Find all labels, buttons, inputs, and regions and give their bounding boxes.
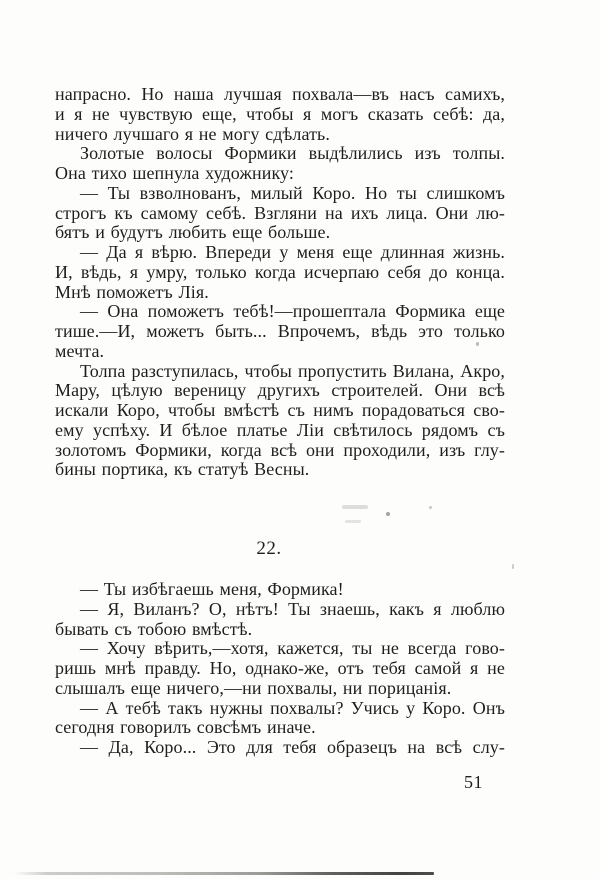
paragraph xyxy=(55,184,505,243)
text-line: искали Коро, чтобы вмѣстѣ съ нимъ порадоваться сво- xyxy=(55,400,505,420)
text-block xyxy=(55,85,505,758)
scan-speck xyxy=(345,520,361,523)
text-line: — Хочу вѣрить,—хотя, кажется, ты не всегда гово- xyxy=(80,638,505,659)
paragraph xyxy=(55,600,505,640)
text-line: ничего лучшаго я не могу сдѣлать. xyxy=(55,123,330,144)
text-line: тише.—И, можетъ быть... Впрочемъ, вѣдь это только xyxy=(55,321,505,341)
text-line: — Да я вѣрю. Впереди у меня еще длинная жизнь. xyxy=(80,242,505,262)
text-line: напрасно. Но наша лучшая похвала—въ насъ самихъ, xyxy=(55,84,505,104)
text-line: бины портика, къ статуѣ Весны. xyxy=(55,459,310,480)
paragraph xyxy=(55,639,505,698)
scan-speck xyxy=(342,505,368,509)
text-line: — Ты взволнованъ, милый Коро. Но ты слишкомъ xyxy=(80,182,505,203)
text-line: слышалъ еще ничего,—ни похвалы, ни порицанія. xyxy=(55,677,452,698)
text-line: бятъ и будутъ любить еще больше. xyxy=(55,222,331,243)
text-line: И, вѣдь, я умру, только когда исчерпаю себя до конца. xyxy=(55,261,505,282)
text-line: бывать съ тобою вмѣстѣ. xyxy=(55,618,253,639)
text-line: сегодня говорилъ совсѣмъ иначе. xyxy=(55,717,316,738)
text-line: Она тихо шепнула художнику: xyxy=(55,163,295,183)
text-line: — Да, Коро... Это для тебя образецъ на всѣ слу- xyxy=(80,737,505,757)
text-line: золотомъ Формики, когда всѣ они проходили, изъ глу- xyxy=(55,439,505,460)
text-line: Мару, цѣлую вереницу другихъ строителей. Они всѣ xyxy=(55,380,505,401)
paragraph xyxy=(55,580,505,600)
text-line: ришь мнѣ правду. Но, однако-же, отъ тебя самой я не xyxy=(55,658,505,678)
page-number: 51 xyxy=(464,772,483,792)
paragraph xyxy=(55,302,505,361)
paragraph xyxy=(55,85,505,144)
text-line: — Ты избѣгаешь меня, Формика! xyxy=(80,579,344,599)
scan-speck xyxy=(476,342,479,346)
section-heading: 22. xyxy=(256,538,282,559)
scan-speck xyxy=(386,512,390,516)
text-line: ему успѣху. И бѣлое платье Ліи свѣтилось рядомъ съ xyxy=(55,419,505,440)
scan-speck xyxy=(429,506,432,509)
text-part-after-heading xyxy=(55,580,505,758)
text-line: Золотые волосы Формики выдѣлились изъ толпы. xyxy=(80,143,505,164)
paragraph xyxy=(55,699,505,739)
text-line: — А тебѣ такъ нужны похвалы? Учись у Коро. Онъ xyxy=(80,697,505,718)
text-part-before-heading xyxy=(55,85,505,480)
paragraph xyxy=(55,738,505,758)
text-line: и я не чувствую еще, чтобы я могъ сказать себѣ: да, xyxy=(55,103,505,124)
text-line: мечта. xyxy=(55,340,105,361)
paragraph xyxy=(55,243,505,302)
page-edge-shadow xyxy=(14,872,434,875)
paragraph xyxy=(55,144,505,184)
scan-speck xyxy=(512,564,514,569)
text-line: — Я, Виланъ? О, нѣтъ! Ты знаешь, какъ я люблю xyxy=(80,598,505,619)
paragraph xyxy=(55,362,505,481)
text-line: — Она поможетъ тебѣ!—прошептала Формика еще xyxy=(80,301,505,322)
text-line: Мнѣ поможетъ Лія. xyxy=(55,281,209,302)
text-line: Толпа разступилась, чтобы пропустить Вилана, Акро, xyxy=(80,360,505,381)
text-line: строгъ къ самому себѣ. Взгляни на ихъ лица. Они лю- xyxy=(55,202,505,223)
